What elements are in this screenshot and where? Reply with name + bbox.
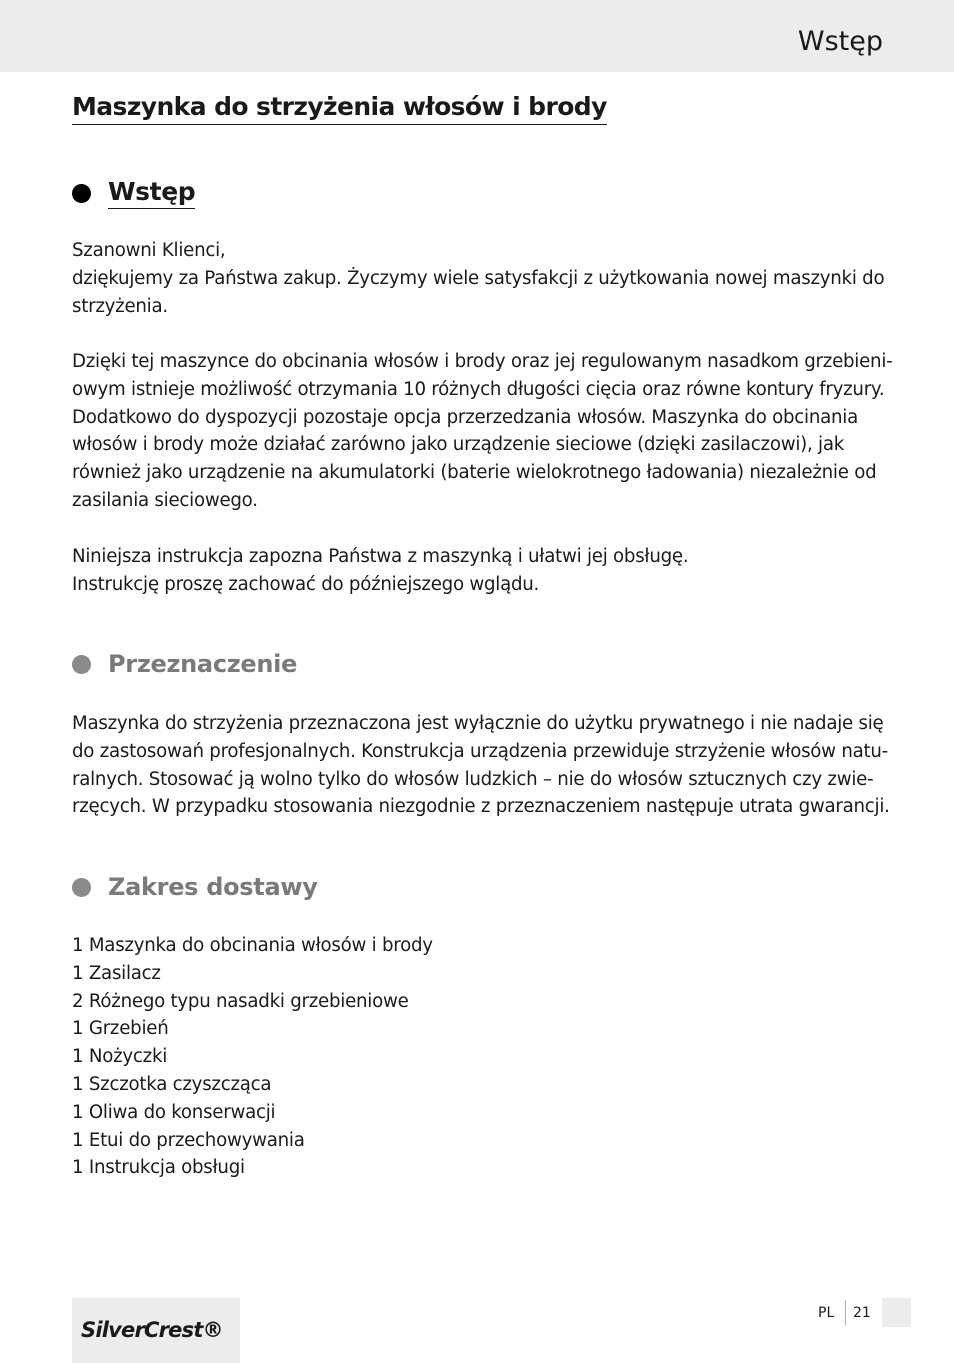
delivery-list bbox=[72, 932, 892, 1182]
footer-swatch bbox=[882, 1298, 911, 1327]
purpose-paragraph bbox=[72, 710, 892, 821]
list-item: 1 Maszynka do obcinania włosów i brody bbox=[72, 935, 433, 956]
bullet-icon bbox=[72, 655, 91, 674]
document-title: Maszynka do strzyżenia włosów i brody bbox=[72, 92, 607, 125]
list-item: 1 Etui do przechowywania bbox=[72, 1129, 305, 1151]
section-heading-text: Zakres dostawy bbox=[108, 873, 318, 901]
section-heading-text: Wstęp bbox=[108, 177, 195, 209]
list-item: 1 Szczotka czyszcząca bbox=[72, 1073, 272, 1095]
text-line: owym istnieje możliwość otrzymania 10 różnych długości cięcia oraz równe kontury fryzury. bbox=[72, 378, 885, 400]
bullet-icon bbox=[72, 878, 91, 897]
intro-paragraph-2 bbox=[72, 348, 892, 515]
text-line: włosów i brody może działać zarówno jako urządzenie sieciowe (dzięki zasilaczowi), jak bbox=[72, 434, 845, 456]
text-line: rzęcych. W przypadku stosowania niezgodnie z przeznaczeniem następuje utrata gwarancji. bbox=[72, 796, 890, 818]
list-item: 2 Różnego typu nasadki grzebieniowe bbox=[72, 990, 409, 1012]
text-line: Niniejsza instrukcja zapozna Państwa z maszynką i ułatwi jej obsługę. bbox=[72, 546, 689, 567]
list-item: 1 Zasilacz bbox=[72, 962, 161, 984]
intro-paragraph-3 bbox=[72, 543, 892, 599]
section-heading-delivery bbox=[72, 873, 318, 902]
list-item: 1 Grzebień bbox=[72, 1018, 169, 1040]
section-heading-intro bbox=[72, 177, 195, 209]
bullet-icon bbox=[72, 184, 91, 203]
text-line: zasilania sieciowego. bbox=[72, 489, 258, 511]
language-code: PL bbox=[818, 1305, 835, 1321]
text-line: Instrukcję proszę zachować do późniejszego wglądu. bbox=[72, 573, 540, 595]
text-line: Maszynka do strzyżenia przeznaczona jest wyłącznie do użytku prywatnego i nie nadaje się bbox=[72, 713, 884, 734]
brand-logo bbox=[72, 1298, 240, 1363]
list-item: 1 Instrukcja obsługi bbox=[72, 1157, 245, 1179]
text-line: Szanowni Klienci, bbox=[72, 240, 226, 261]
header-band bbox=[0, 0, 954, 72]
section-heading-text: Przeznaczenie bbox=[108, 650, 298, 678]
list-item: 1 Nożyczki bbox=[72, 1046, 168, 1068]
text-line: również jako urządzenie na akumulatorki (baterie wielokrotnego ładowania) niezależnie od bbox=[72, 462, 877, 484]
text-line: dziękujemy za Państwa zakup. Życzymy wiele satysfakcji z użytkowania nowej maszynki do bbox=[72, 267, 885, 289]
text-line: Dodatkowo do dyspozycji pozostaje opcja przerzedzania włosów. Maszynka do obcinania bbox=[72, 406, 858, 428]
text-line: strzyżenia. bbox=[72, 295, 168, 317]
intro-paragraph-1 bbox=[72, 237, 892, 320]
text-line: do zastosowań profesjonalnych. Konstrukcja urządzenia przewiduje strzyżenie włosów natu- bbox=[72, 740, 888, 762]
page-number: 21 bbox=[853, 1305, 871, 1321]
footer-divider bbox=[845, 1300, 846, 1326]
section-heading-purpose bbox=[72, 650, 297, 679]
list-item: 1 Oliwa do konserwacji bbox=[72, 1101, 276, 1123]
header-title: Wstęp bbox=[797, 26, 883, 57]
text-line: Dzięki tej maszynce do obcinania włosów i brody oraz jej regulowanym nasadkom grzebieni- bbox=[72, 351, 893, 372]
text-line: ralnych. Stosować ją wolno tylko do włosów ludzkich – nie do włosów sztucznych czy zwie- bbox=[72, 768, 874, 790]
brand-logo-text: SilverCrest® bbox=[81, 1318, 223, 1342]
